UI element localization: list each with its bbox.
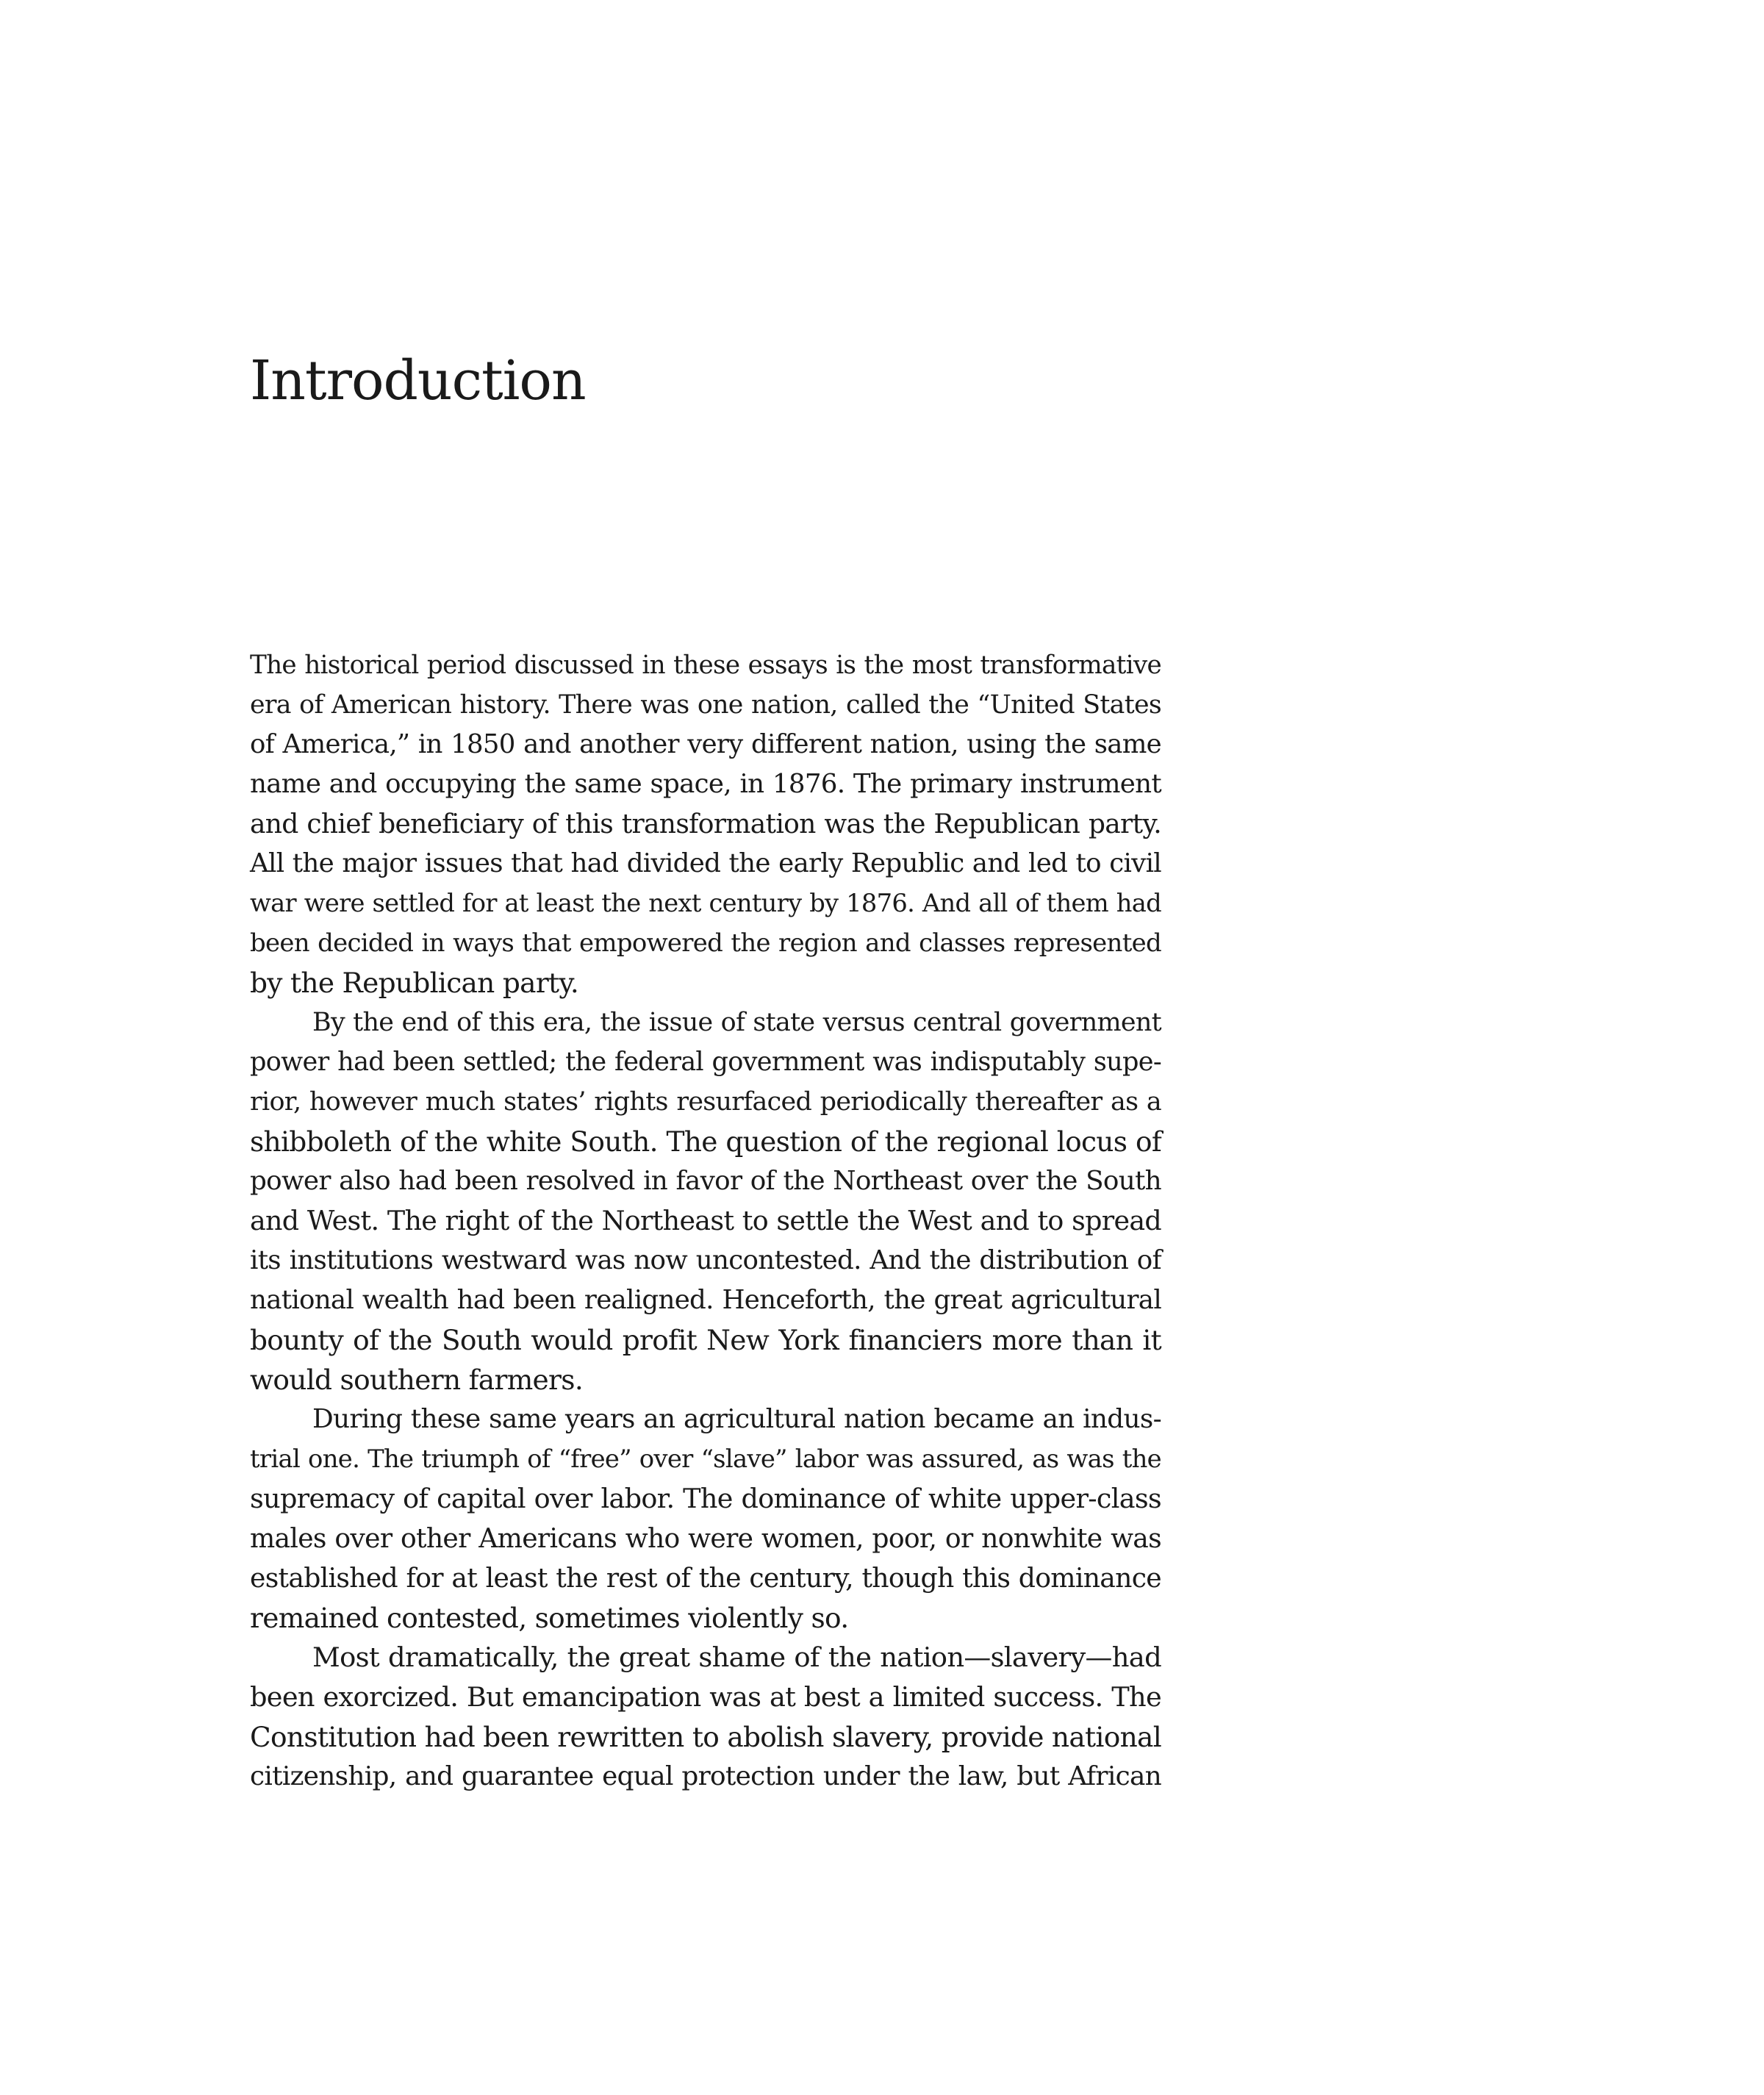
paragraph-3 bbox=[250, 1400, 1161, 1638]
paragraph-2 bbox=[250, 1003, 1161, 1400]
text-line: males over other Americans who were women, poor, or nonwhite was bbox=[250, 1522, 1161, 1554]
text-line: The historical period discussed in these essays is the most transformative bbox=[250, 651, 1161, 680]
text-line: rior, however much states’ rights resurfaced periodically thereafter as a bbox=[250, 1087, 1161, 1117]
text-line: shibboleth of the white South. The question of the regional locus of bbox=[250, 1125, 1161, 1158]
text-line: been exorcized. But emancipation was at best a limited success. The bbox=[250, 1681, 1161, 1713]
chapter-title: Introduction bbox=[250, 349, 586, 412]
body-text bbox=[250, 645, 1161, 1797]
text-line: All the major issues that had divided the early Republic and led to civil bbox=[250, 848, 1161, 878]
text-line: power had been settled; the federal government was indisputably supe- bbox=[250, 1047, 1161, 1077]
text-line: During these same years an agricultural nation became an indus- bbox=[312, 1404, 1161, 1434]
text-line: supremacy of capital over labor. The dominance of white upper-class bbox=[250, 1483, 1161, 1514]
text-line: name and occupying the same space, in 1876. The primary instrument bbox=[250, 769, 1161, 799]
text-line: of America,” in 1850 and another very different nation, using the same bbox=[250, 729, 1161, 759]
text-line: era of American history. There was one nation, called the “United States bbox=[250, 690, 1161, 720]
text-line: would southern farmers. bbox=[250, 1364, 584, 1396]
text-line: national wealth had been realigned. Henceforth, the great agricultural bbox=[250, 1285, 1161, 1315]
text-line: established for at least the rest of the century, though this dominance bbox=[250, 1562, 1161, 1594]
text-line: remained contested, sometimes violently so. bbox=[250, 1602, 849, 1634]
text-line: citizenship, and guarantee equal protection under the law, but African bbox=[250, 1761, 1161, 1791]
text-line: Most dramatically, the great shame of the nation—slavery—had bbox=[312, 1641, 1161, 1673]
text-line: its institutions westward was now uncontested. And the distribution of bbox=[250, 1245, 1161, 1275]
text-line: trial one. The triumph of “free” over “slave” labor was assured, as was the bbox=[250, 1444, 1161, 1473]
text-line: been decided in ways that empowered the region and classes represented bbox=[250, 928, 1161, 957]
text-line: power also had been resolved in favor of the Northeast over the South bbox=[250, 1166, 1161, 1196]
text-line: By the end of this era, the issue of state versus central government bbox=[312, 1008, 1161, 1037]
paragraph-1 bbox=[250, 645, 1161, 1003]
paragraph-4 bbox=[250, 1638, 1161, 1797]
text-line: war were settled for at least the next century by 1876. And all of them had bbox=[250, 889, 1161, 917]
text-line: and chief beneficiary of this transformation was the Republican party. bbox=[250, 809, 1161, 839]
text-line: and West. The right of the Northeast to settle the West and to spread bbox=[250, 1205, 1161, 1236]
text-line: bounty of the South would profit New York financiers more than it bbox=[250, 1324, 1161, 1356]
text-line: Constitution had been rewritten to abolish slavery, provide national bbox=[250, 1721, 1161, 1753]
text-line: by the Republican party. bbox=[250, 967, 579, 999]
